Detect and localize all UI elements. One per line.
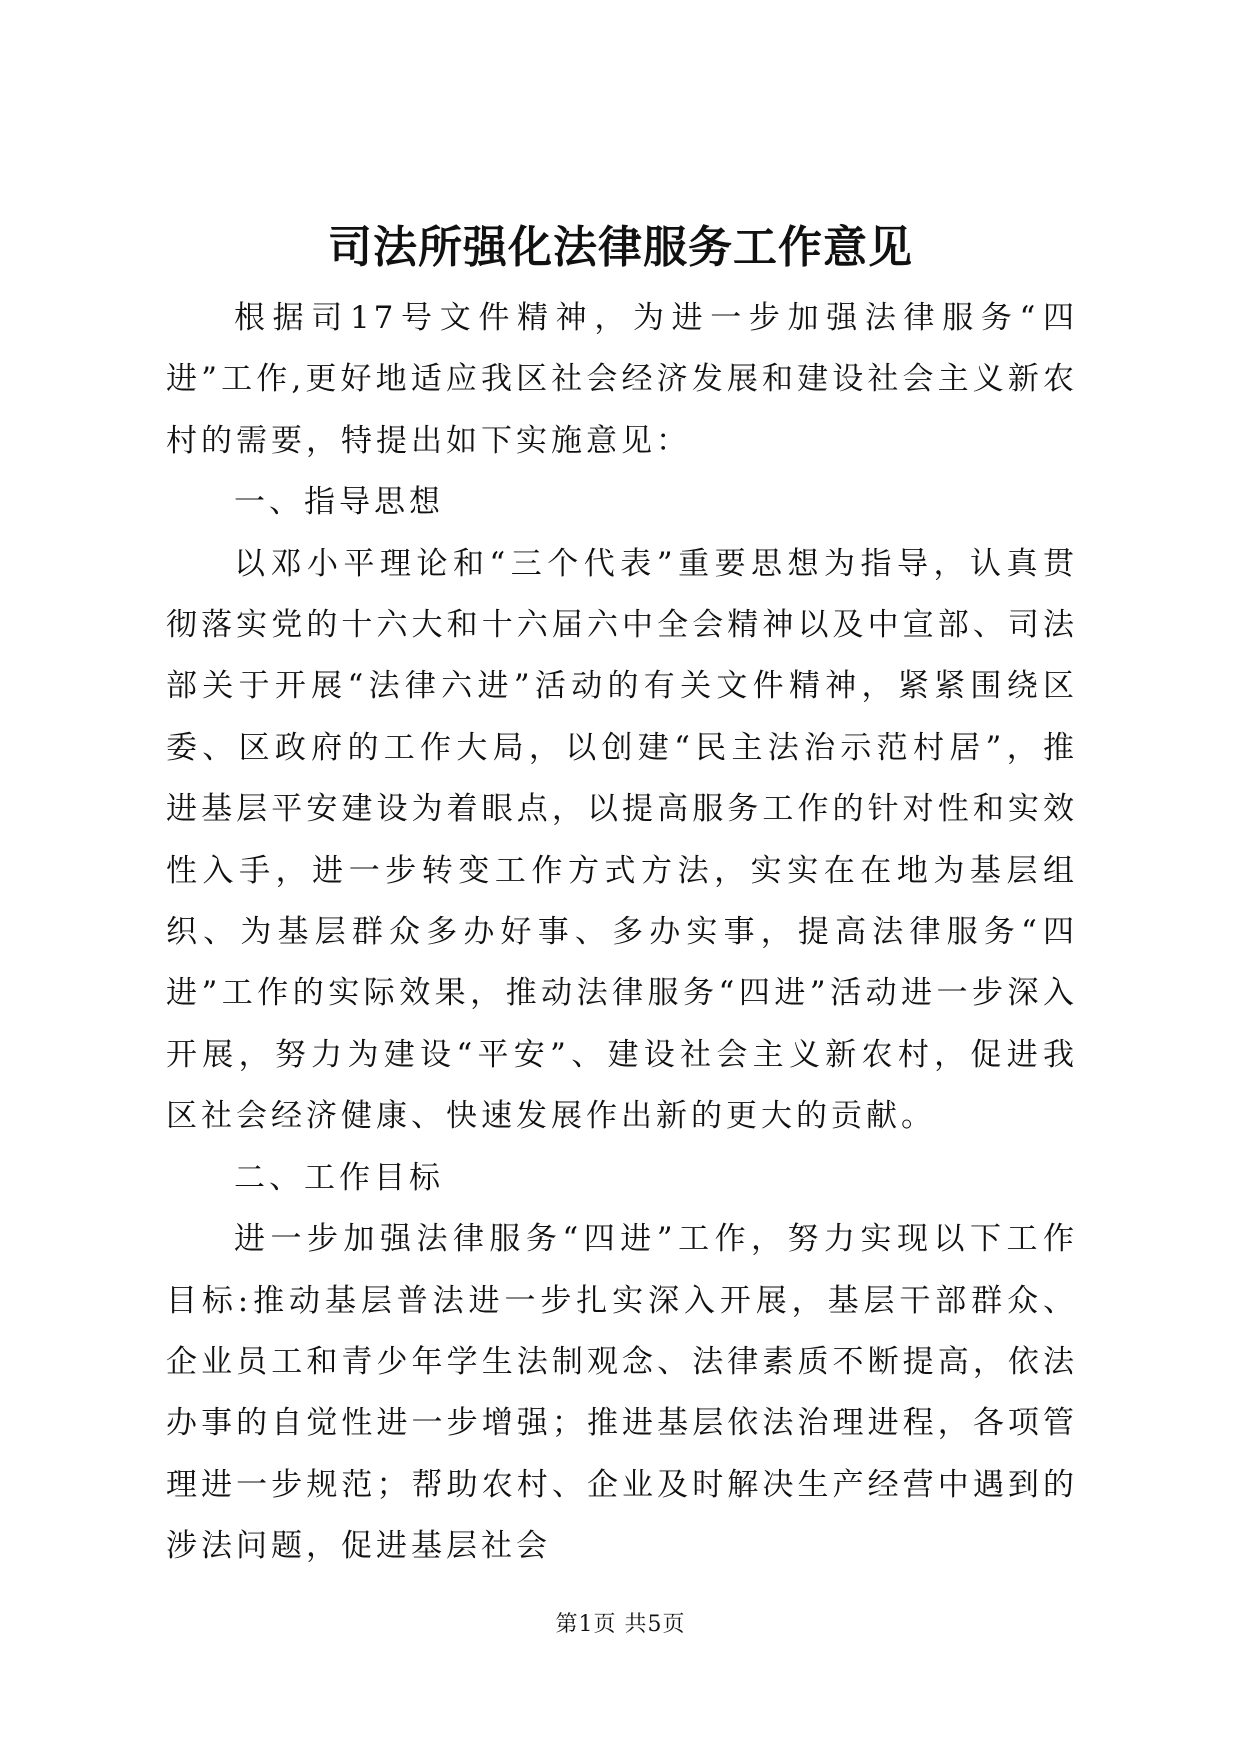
document-body — [166, 288, 1078, 1578]
section-heading-guiding-ideology: 一、指导思想 — [234, 484, 444, 521]
section-heading-work-goals: 二、工作目标 — [234, 1159, 444, 1196]
document-title: 司法所强化法律服务工作意见 — [328, 222, 913, 273]
work-goals-paragraph: 进一步加强法律服务“四进”工作，努力实现以下工作目标:推动基层普法进一步扎实深入开展，基层干部群众、企业员工和青少年学生法制观念、法律素质不断提高，依法办事的自觉性进一步增强；推进基层依法治理进程，各项管理进一步规范；帮助农村、企业及时解决生产经营中遇到的涉法问题，促进基层社会 — [166, 1221, 1078, 1565]
intro-paragraph: 根据司17号文件精神，为进一步加强法律服务“四进”工作,更好地适应我区社会经济发展和建设社会主义新农村的需要，特提出如下实施意见： — [166, 300, 1078, 459]
page-number-footer: 第1页 共5页 — [555, 1612, 686, 1637]
guiding-ideology-paragraph: 以邓小平理论和“三个代表”重要思想为指导，认真贯彻落实党的十六大和十六届六中全会精神以及中宣部、司法部关于开展“法律六进”活动的有关文件精神，紧紧围绕区委、区政府的工作大局，以创建“民主法治示范村居”，推进基层平安建设为着眼点，以提高服务工作的针对性和实效性入手，进一步转变工作方式方法，实实在在地为基层组织、为基层群众多办好事、多办实事，提高法律服务“四进”工作的实际效果，推动法律服务“四进”活动进一步深入开展，努力为建设“平安”、建设社会主义新农村，促进我区社会经济健康、快速发展作出新的更大的贡献。 — [166, 545, 1078, 1135]
